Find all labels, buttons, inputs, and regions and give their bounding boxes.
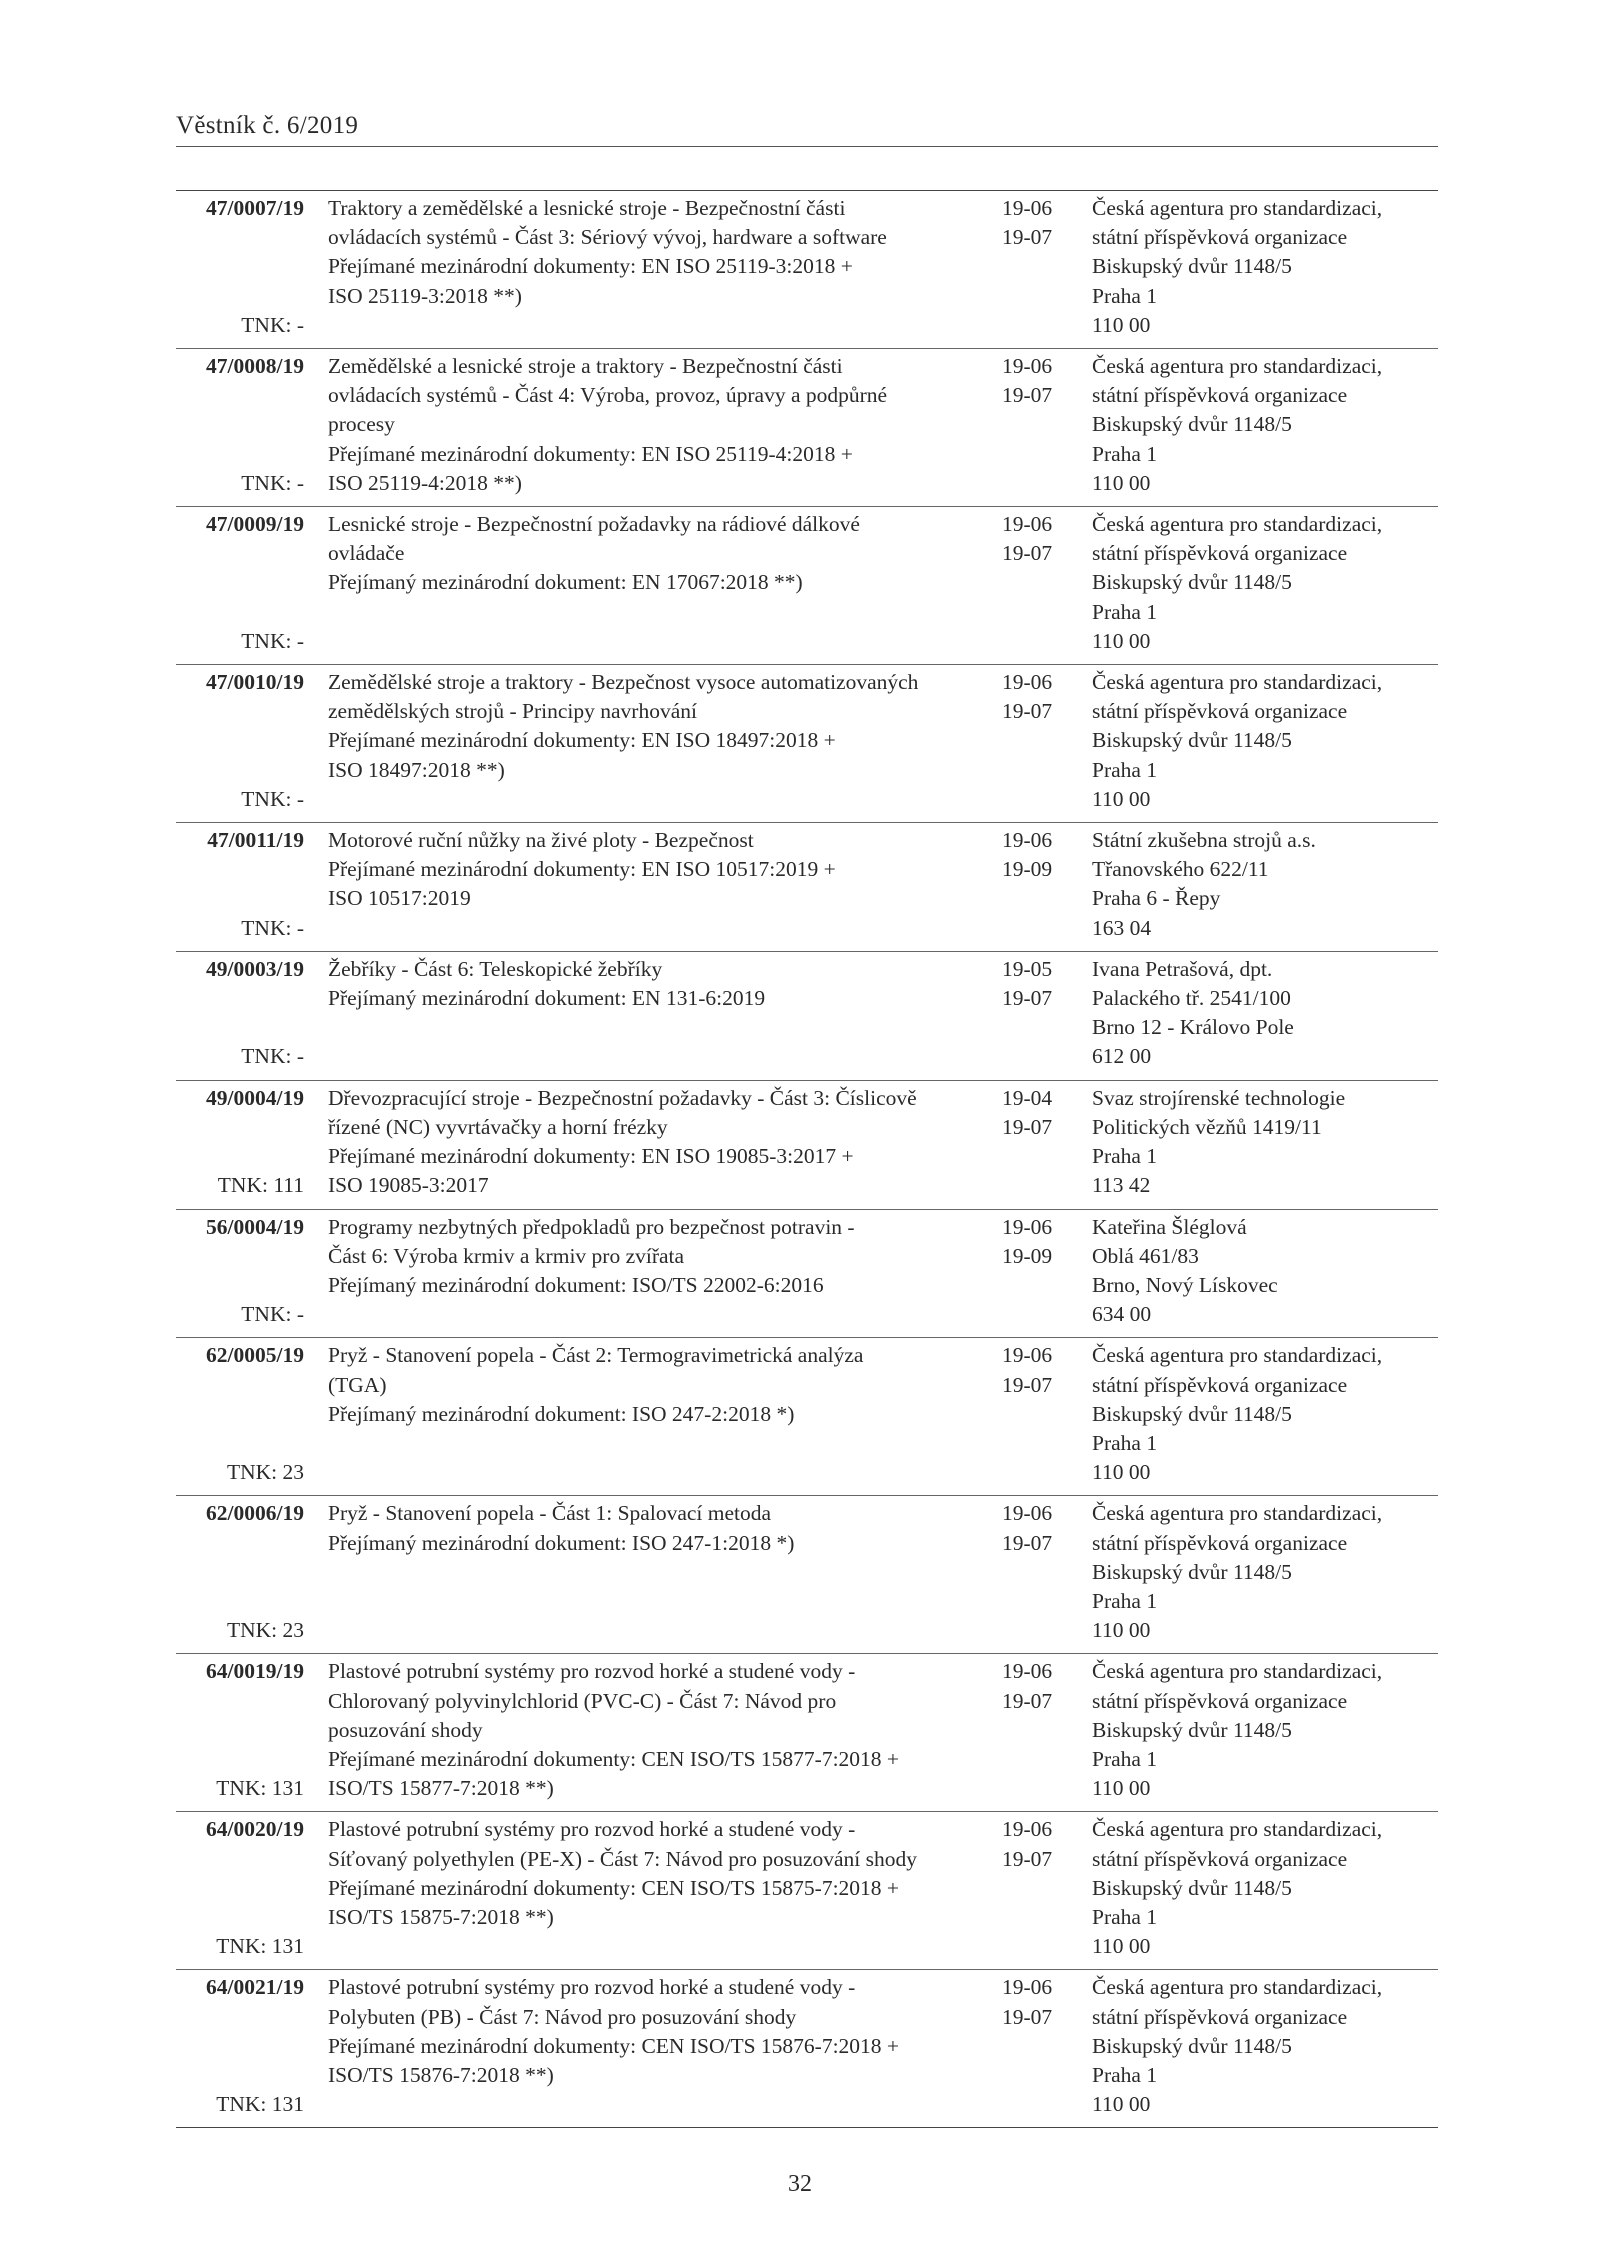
tnk-label: TNK: - bbox=[241, 786, 304, 811]
tnk-label: TNK: 131 bbox=[216, 2092, 304, 2117]
record-title-line: ISO/TS 15875-7:2018 **) bbox=[328, 1904, 554, 1929]
tnk-label: TNK: 131 bbox=[216, 1934, 304, 1959]
table-row bbox=[176, 1081, 1438, 1210]
record-contact-line: 113 42 bbox=[1092, 1173, 1151, 1198]
record-dates-line: 19-09 bbox=[1002, 857, 1053, 882]
record-title bbox=[328, 1815, 1002, 1961]
record-id-column bbox=[176, 1341, 304, 1487]
standards-table bbox=[176, 190, 1438, 2128]
record-number: 49/0003/19 bbox=[206, 956, 304, 981]
record-dates-line: 19-07 bbox=[1002, 225, 1053, 250]
page-number: 32 bbox=[788, 2171, 812, 2197]
record-title-line: Přejímané mezinárodní dokumenty: EN ISO 18497:2018 + bbox=[328, 728, 836, 753]
record-title-line: ISO/TS 15877-7:2018 **) bbox=[328, 1776, 554, 1801]
record-dates-line: 19-04 bbox=[1002, 1085, 1053, 1110]
record-title-line: posuzování shody bbox=[328, 1717, 483, 1742]
record-title-line: Plastové potrubní systémy pro rozvod horké a studené vody - bbox=[328, 1975, 856, 2000]
record-id-column bbox=[176, 668, 304, 814]
record-contact-line: 634 00 bbox=[1092, 1302, 1152, 1327]
record-contact-line: Česká agentura pro standardizaci, bbox=[1092, 196, 1383, 220]
record-title-line: Přejímaný mezinárodní dokument: ISO 247-2:2018 *) bbox=[328, 1401, 795, 1426]
record-title-line: Plastové potrubní systémy pro rozvod horké a studené vody - bbox=[328, 1659, 856, 1684]
record-id-column bbox=[176, 1084, 304, 1201]
record-contact-line: 163 04 bbox=[1092, 915, 1152, 940]
record-title bbox=[328, 1084, 1002, 1201]
record-dates-line: 19-06 bbox=[1002, 354, 1053, 379]
record-contact-line: Třanovského 622/11 bbox=[1092, 857, 1269, 882]
record-dates-line: 19-09 bbox=[1002, 1243, 1053, 1268]
record-contact bbox=[1092, 1341, 1438, 1487]
record-title-line: Přejímaný mezinárodní dokument: ISO 247-1:2018 *) bbox=[328, 1530, 795, 1555]
record-title bbox=[328, 194, 1002, 340]
record-title-line: Zemědělské stroje a traktory - Bezpečnost vysoce automatizovaných bbox=[328, 670, 919, 695]
record-dates-line: 19-07 bbox=[1002, 383, 1053, 408]
record-title-line: Přejímaný mezinárodní dokument: EN 131-6:2019 bbox=[328, 986, 766, 1011]
record-dates bbox=[1002, 352, 1088, 498]
record-id-column bbox=[176, 194, 304, 340]
tnk-label: TNK: - bbox=[241, 470, 304, 495]
record-contact-line: Palackého tř. 2541/100 bbox=[1092, 986, 1291, 1011]
record-number: 47/0007/19 bbox=[206, 196, 304, 220]
record-contact-line: Praha 1 bbox=[1092, 1430, 1158, 1455]
record-id-column bbox=[176, 1657, 304, 1803]
table-row bbox=[176, 1970, 1438, 2127]
record-contact-line: Praha 6 - Řepy bbox=[1092, 886, 1221, 911]
record-contact-line: Česká agentura pro standardizaci, bbox=[1092, 1501, 1383, 1526]
record-dates bbox=[1002, 1815, 1088, 1961]
record-dates bbox=[1002, 1973, 1088, 2119]
record-contact-line: Česká agentura pro standardizaci, bbox=[1092, 1659, 1383, 1684]
record-contact-line: státní příspěvková organizace bbox=[1092, 225, 1348, 250]
table-row bbox=[176, 1210, 1438, 1339]
table-row bbox=[176, 1496, 1438, 1654]
record-number: 64/0019/19 bbox=[206, 1659, 304, 1684]
record-title-line: (TGA) bbox=[328, 1372, 387, 1397]
record-contact-line: Biskupský dvůr 1148/5 bbox=[1092, 1717, 1292, 1742]
record-title-line: ISO 18497:2018 **) bbox=[328, 757, 505, 782]
record-title-line: ISO 10517:2019 bbox=[328, 886, 471, 911]
record-contact-line: Kateřina Šléglová bbox=[1092, 1214, 1247, 1239]
record-title-line: Přejímané mezinárodní dokumenty: EN ISO 25119-3:2018 + bbox=[328, 254, 853, 279]
record-contact-line: státní příspěvková organizace bbox=[1092, 383, 1348, 408]
record-title-line: Přejímané mezinárodní dokumenty: EN ISO 25119-4:2018 + bbox=[328, 441, 853, 466]
record-number: 62/0006/19 bbox=[206, 1501, 304, 1526]
record-title-line: ISO 25119-4:2018 **) bbox=[328, 470, 522, 495]
record-title bbox=[328, 1341, 1002, 1487]
record-id-column bbox=[176, 826, 304, 943]
record-contact bbox=[1092, 510, 1438, 656]
record-dates bbox=[1002, 1213, 1088, 1330]
record-contact bbox=[1092, 955, 1438, 1072]
record-title-line: Zemědělské a lesnické stroje a traktory - Bezpečnostní části bbox=[328, 354, 843, 379]
table-row bbox=[176, 191, 1438, 349]
record-contact-line: Biskupský dvůr 1148/5 bbox=[1092, 1559, 1292, 1584]
record-title-line: Síťovaný polyethylen (PE-X) - Část 7: Návod pro posuzování shody bbox=[328, 1846, 918, 1871]
record-title-line: Přejímané mezinárodní dokumenty: CEN ISO/TS 15877-7:2018 + bbox=[328, 1746, 900, 1771]
record-title bbox=[328, 352, 1002, 498]
record-contact bbox=[1092, 1084, 1438, 1201]
record-contact bbox=[1092, 1973, 1438, 2119]
record-title-line: Pryž - Stanovení popela - Část 1: Spalovací metoda bbox=[328, 1501, 772, 1526]
record-contact-line: 110 00 bbox=[1092, 312, 1151, 337]
table-row bbox=[176, 665, 1438, 823]
record-dates-line: 19-06 bbox=[1002, 1659, 1053, 1684]
record-contact-line: Česká agentura pro standardizaci, bbox=[1092, 670, 1383, 695]
record-contact-line: Praha 1 bbox=[1092, 441, 1158, 466]
record-number: 47/0009/19 bbox=[206, 512, 304, 537]
record-contact-line: Česká agentura pro standardizaci, bbox=[1092, 1343, 1383, 1368]
record-contact bbox=[1092, 826, 1438, 943]
tnk-label: TNK: 111 bbox=[217, 1173, 304, 1198]
record-title-line: Pryž - Stanovení popela - Část 2: Termogravimetrická analýza bbox=[328, 1343, 864, 1368]
record-contact-line: 110 00 bbox=[1092, 1618, 1151, 1643]
record-contact-line: Praha 1 bbox=[1092, 283, 1158, 308]
record-contact-line: 612 00 bbox=[1092, 1044, 1152, 1069]
record-dates-line: 19-06 bbox=[1002, 512, 1053, 537]
record-title-line: ISO/TS 15876-7:2018 **) bbox=[328, 2062, 554, 2087]
record-dates-line: 19-06 bbox=[1002, 1975, 1053, 2000]
record-contact-line: 110 00 bbox=[1092, 786, 1151, 811]
record-title bbox=[328, 1973, 1002, 2119]
tnk-label: TNK: - bbox=[241, 312, 304, 337]
record-dates-line: 19-07 bbox=[1002, 1114, 1053, 1139]
record-dates-line: 19-07 bbox=[1002, 986, 1053, 1011]
record-id-column bbox=[176, 510, 304, 656]
record-contact-line: Praha 1 bbox=[1092, 1144, 1158, 1169]
record-contact-line: 110 00 bbox=[1092, 2092, 1151, 2117]
record-id-column bbox=[176, 955, 304, 1072]
record-contact-line: Svaz strojírenské technologie bbox=[1092, 1085, 1346, 1110]
record-number: 64/0021/19 bbox=[206, 1975, 304, 2000]
record-dates bbox=[1002, 194, 1088, 340]
record-contact bbox=[1092, 1815, 1438, 1961]
record-title bbox=[328, 1213, 1002, 1330]
record-contact-line: Brno, Nový Lískovec bbox=[1092, 1272, 1278, 1297]
record-contact-line: 110 00 bbox=[1092, 470, 1151, 495]
record-title-line: Přejímané mezinárodní dokumenty: EN ISO 19085-3:2017 + bbox=[328, 1144, 854, 1169]
record-title-line: ISO 19085-3:2017 bbox=[328, 1173, 489, 1198]
record-contact-line: Ivana Petrašová, dpt. bbox=[1092, 956, 1273, 981]
record-contact-line: Biskupský dvůr 1148/5 bbox=[1092, 254, 1292, 279]
record-title bbox=[328, 955, 1002, 1072]
record-dates bbox=[1002, 668, 1088, 814]
record-dates bbox=[1002, 826, 1088, 943]
record-id-column bbox=[176, 1213, 304, 1330]
record-title-line: Plastové potrubní systémy pro rozvod horké a studené vody - bbox=[328, 1817, 856, 1842]
table-row bbox=[176, 823, 1438, 952]
record-dates-line: 19-07 bbox=[1002, 699, 1053, 724]
record-contact-line: Biskupský dvůr 1148/5 bbox=[1092, 1875, 1292, 1900]
record-contact-line: Praha 1 bbox=[1092, 599, 1158, 624]
record-title bbox=[328, 510, 1002, 656]
record-title-line: ovládacích systémů - Část 3: Sériový vývoj, hardware a software bbox=[328, 225, 887, 250]
record-contact-line: Česká agentura pro standardizaci, bbox=[1092, 1975, 1383, 2000]
record-dates-line: 19-05 bbox=[1002, 956, 1053, 981]
record-contact-line: státní příspěvková organizace bbox=[1092, 1372, 1348, 1397]
tnk-label: TNK: - bbox=[241, 1044, 304, 1069]
record-dates bbox=[1002, 955, 1088, 1072]
tnk-label: TNK: 23 bbox=[226, 1460, 304, 1485]
record-title-line: řízené (NC) vyvrtávačky a horní frézky bbox=[328, 1114, 668, 1139]
record-id-column bbox=[176, 352, 304, 498]
record-title bbox=[328, 1499, 1002, 1645]
record-contact bbox=[1092, 668, 1438, 814]
record-title-line: zemědělských strojů - Principy navrhování bbox=[328, 699, 697, 724]
header-divider bbox=[176, 146, 1438, 147]
record-contact-line: státní příspěvková organizace bbox=[1092, 541, 1348, 566]
record-contact-line: Česká agentura pro standardizaci, bbox=[1092, 354, 1383, 379]
record-title-line: Chlorovaný polyvinylchlorid (PVC-C) - Část 7: Návod pro bbox=[328, 1688, 837, 1713]
record-dates-line: 19-07 bbox=[1002, 1530, 1053, 1555]
record-title-line: ovládacích systémů - Část 4: Výroba, provoz, úpravy a podpůrné bbox=[328, 383, 888, 408]
record-contact-line: Česká agentura pro standardizaci, bbox=[1092, 1817, 1383, 1842]
record-title-line: Část 6: Výroba krmiv a krmiv pro zvířata bbox=[328, 1243, 685, 1268]
record-contact-line: Praha 1 bbox=[1092, 1904, 1158, 1929]
record-title-line: Programy nezbytných předpokladů pro bezpečnost potravin - bbox=[328, 1214, 855, 1239]
table-row bbox=[176, 1654, 1438, 1812]
record-contact-line: 110 00 bbox=[1092, 1460, 1151, 1485]
record-contact-line: Biskupský dvůr 1148/5 bbox=[1092, 570, 1292, 595]
record-id-column bbox=[176, 1499, 304, 1645]
record-title-line: Přejímané mezinárodní dokumenty: EN ISO 10517:2019 + bbox=[328, 857, 836, 882]
record-title-line: Lesnické stroje - Bezpečnostní požadavky na rádiové dálkové bbox=[328, 512, 860, 537]
record-contact-line: Biskupský dvůr 1148/5 bbox=[1092, 728, 1292, 753]
table-row bbox=[176, 1812, 1438, 1970]
record-contact bbox=[1092, 352, 1438, 498]
record-title bbox=[328, 826, 1002, 943]
record-dates-line: 19-06 bbox=[1002, 1343, 1053, 1368]
record-id-column bbox=[176, 1815, 304, 1961]
record-title-line: ISO 25119-3:2018 **) bbox=[328, 283, 522, 308]
record-title bbox=[328, 1657, 1002, 1803]
record-title-line: procesy bbox=[328, 412, 395, 437]
table-row bbox=[176, 507, 1438, 665]
record-title-line: Přejímané mezinárodní dokumenty: CEN ISO/TS 15876-7:2018 + bbox=[328, 2033, 900, 2058]
record-number: 47/0008/19 bbox=[206, 354, 304, 379]
record-number: 62/0005/19 bbox=[206, 1343, 304, 1368]
record-dates-line: 19-07 bbox=[1002, 1372, 1053, 1397]
record-title-line: Dřevozpracující stroje - Bezpečnostní požadavky - Část 3: Číslicově bbox=[328, 1085, 917, 1110]
tnk-label: TNK: 131 bbox=[216, 1776, 304, 1801]
record-dates-line: 19-07 bbox=[1002, 541, 1053, 566]
tnk-label: TNK: - bbox=[241, 628, 304, 653]
record-contact-line: 110 00 bbox=[1092, 628, 1151, 653]
table-row bbox=[176, 1338, 1438, 1496]
record-contact bbox=[1092, 1499, 1438, 1645]
record-dates-line: 19-07 bbox=[1002, 1688, 1053, 1713]
record-contact bbox=[1092, 1657, 1438, 1803]
record-dates-line: 19-06 bbox=[1002, 1214, 1053, 1239]
record-title-line: Přejímaný mezinárodní dokument: EN 17067:2018 **) bbox=[328, 570, 803, 595]
page-header: Věstník č. 6/2019 bbox=[176, 112, 359, 139]
record-dates-line: 19-07 bbox=[1002, 2004, 1053, 2029]
table-row bbox=[176, 349, 1438, 507]
record-contact-line: Praha 1 bbox=[1092, 1746, 1158, 1771]
record-contact-line: Praha 1 bbox=[1092, 1588, 1158, 1613]
record-contact-line: Biskupský dvůr 1148/5 bbox=[1092, 1401, 1292, 1426]
record-dates-line: 19-06 bbox=[1002, 828, 1053, 853]
tnk-label: TNK: 23 bbox=[226, 1618, 304, 1643]
record-title-line: Motorové ruční nůžky na živé ploty - Bezpečnost bbox=[328, 828, 754, 853]
record-number: 64/0020/19 bbox=[206, 1817, 304, 1842]
record-title-line: Přejímané mezinárodní dokumenty: CEN ISO/TS 15875-7:2018 + bbox=[328, 1875, 900, 1900]
record-dates-line: 19-06 bbox=[1002, 196, 1053, 220]
record-dates bbox=[1002, 510, 1088, 656]
record-contact-line: Praha 1 bbox=[1092, 2062, 1158, 2087]
record-contact bbox=[1092, 194, 1438, 340]
record-contact-line: Praha 1 bbox=[1092, 757, 1158, 782]
record-contact-line: 110 00 bbox=[1092, 1776, 1151, 1801]
record-dates bbox=[1002, 1084, 1088, 1201]
record-contact-line: Česká agentura pro standardizaci, bbox=[1092, 512, 1383, 537]
tnk-label: TNK: - bbox=[241, 915, 304, 940]
record-contact-line: státní příspěvková organizace bbox=[1092, 1530, 1348, 1555]
record-contact-line: státní příspěvková organizace bbox=[1092, 1688, 1348, 1713]
tnk-label: TNK: - bbox=[241, 1302, 304, 1327]
record-contact-line: státní příspěvková organizace bbox=[1092, 1846, 1348, 1871]
record-dates bbox=[1002, 1341, 1088, 1487]
record-contact-line: Státní zkušebna strojů a.s. bbox=[1092, 828, 1316, 853]
record-contact-line: státní příspěvková organizace bbox=[1092, 2004, 1348, 2029]
record-title-line: Přejímaný mezinárodní dokument: ISO/TS 22002-6:2016 bbox=[328, 1272, 824, 1297]
record-dates-line: 19-07 bbox=[1002, 1846, 1053, 1871]
table-row bbox=[176, 952, 1438, 1081]
record-contact-line: Politických vězňů 1419/11 bbox=[1092, 1114, 1322, 1139]
record-dates-line: 19-06 bbox=[1002, 1817, 1053, 1842]
record-number: 56/0004/19 bbox=[206, 1214, 304, 1239]
record-number: 49/0004/19 bbox=[206, 1085, 304, 1110]
record-contact bbox=[1092, 1213, 1438, 1330]
record-dates-line: 19-06 bbox=[1002, 670, 1053, 695]
record-number: 47/0011/19 bbox=[207, 828, 304, 853]
record-contact-line: Brno 12 - Královo Pole bbox=[1092, 1015, 1294, 1040]
record-title-line: Žebříky - Část 6: Teleskopické žebříky bbox=[328, 956, 663, 981]
record-number: 47/0010/19 bbox=[206, 670, 304, 695]
record-contact-line: Oblá 461/83 bbox=[1092, 1243, 1199, 1268]
record-title-line: Traktory a zemědělské a lesnické stroje - Bezpečnostní části bbox=[328, 196, 846, 220]
record-id-column bbox=[176, 1973, 304, 2119]
record-dates bbox=[1002, 1657, 1088, 1803]
record-contact-line: 110 00 bbox=[1092, 1934, 1151, 1959]
record-title bbox=[328, 668, 1002, 814]
record-dates bbox=[1002, 1499, 1088, 1645]
record-contact-line: Biskupský dvůr 1148/5 bbox=[1092, 2033, 1292, 2058]
record-title-line: ovládače bbox=[328, 541, 405, 566]
record-dates-line: 19-06 bbox=[1002, 1501, 1053, 1526]
record-contact-line: státní příspěvková organizace bbox=[1092, 699, 1348, 724]
record-contact-line: Biskupský dvůr 1148/5 bbox=[1092, 412, 1292, 437]
record-title-line: Polybuten (PB) - Část 7: Návod pro posuzování shody bbox=[328, 2004, 797, 2029]
